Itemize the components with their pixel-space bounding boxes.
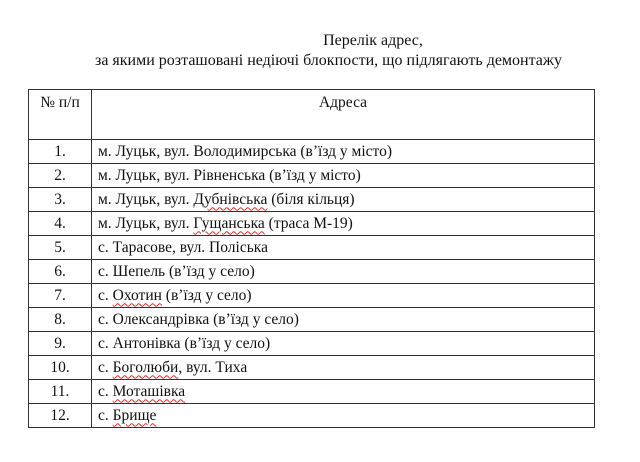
- row-address: [92, 404, 595, 428]
- table-row: [29, 140, 595, 164]
- table-row: [29, 260, 595, 284]
- row-address: [92, 188, 595, 212]
- header-number: № п/п: [29, 90, 92, 140]
- spellcheck-flagged-word: Дубнівська: [193, 190, 268, 208]
- address-text: с. Шепель (в’їзд у село): [98, 262, 255, 280]
- table-row: [29, 212, 595, 236]
- address-text: (траса М-19): [264, 214, 353, 232]
- spellcheck-flagged-word: Боголюби: [112, 358, 179, 376]
- row-number: 6.: [29, 260, 92, 284]
- row-number: 8.: [29, 308, 92, 332]
- row-number: 2.: [29, 164, 92, 188]
- address-text: м. Луцьк, вул.: [98, 190, 194, 208]
- table-row: [29, 188, 595, 212]
- address-text: с. Тарасове, вул. Поліська: [98, 238, 268, 256]
- address-text: (в’їзд у село): [161, 286, 252, 304]
- row-number: 12.: [29, 404, 92, 428]
- address-text: с. Антонівка (в’їзд у село): [98, 334, 271, 352]
- spellcheck-flagged-word: Моташівка: [112, 382, 186, 400]
- address-table: [28, 89, 595, 428]
- document-subtitle: за якими розташовані недіючі блокпости, що підлягають демонтажу: [95, 52, 562, 69]
- document-title: Перелік адрес,: [323, 32, 423, 49]
- row-address: [92, 380, 595, 404]
- row-number: 11.: [29, 380, 92, 404]
- table-row: [29, 164, 595, 188]
- address-text: м. Луцьк, вул. Рівненська (в’їзд у місто): [98, 166, 361, 184]
- row-number: 10.: [29, 356, 92, 380]
- row-address: [92, 332, 595, 356]
- row-number: 4.: [29, 212, 92, 236]
- header-address: Адреса: [92, 90, 595, 140]
- table-row: [29, 332, 595, 356]
- address-text: с. Олександрівка (в’їзд у село): [98, 310, 299, 328]
- address-text: м. Луцьк, вул. Володимирська (в’їзд у місто): [98, 142, 393, 160]
- row-address: [92, 140, 595, 164]
- row-address: [92, 284, 595, 308]
- table-row: [29, 356, 595, 380]
- row-number: 1.: [29, 140, 92, 164]
- spellcheck-flagged-word: Гущанська: [193, 214, 265, 232]
- row-address: [92, 260, 595, 284]
- address-text: с.: [98, 358, 113, 376]
- address-text: с.: [98, 286, 113, 304]
- row-number: 7.: [29, 284, 92, 308]
- address-text: (біля кільця): [267, 190, 355, 208]
- address-text: с.: [98, 382, 113, 400]
- row-number: 9.: [29, 332, 92, 356]
- row-address: [92, 212, 595, 236]
- table-row: [29, 308, 595, 332]
- row-address: [92, 236, 595, 260]
- table-row: [29, 236, 595, 260]
- table-row: [29, 380, 595, 404]
- table-row: [29, 284, 595, 308]
- table-header-row: [29, 90, 595, 140]
- row-number: 5.: [29, 236, 92, 260]
- row-address: [92, 356, 595, 380]
- row-number: 3.: [29, 188, 92, 212]
- address-text: м. Луцьк, вул.: [98, 214, 194, 232]
- spellcheck-flagged-word: Брище: [112, 406, 157, 424]
- table-row: [29, 404, 595, 428]
- address-text: , вул. Тиха: [178, 358, 248, 376]
- spellcheck-flagged-word: Охотин: [112, 286, 162, 304]
- address-text: с.: [98, 406, 113, 424]
- row-address: [92, 164, 595, 188]
- row-address: [92, 308, 595, 332]
